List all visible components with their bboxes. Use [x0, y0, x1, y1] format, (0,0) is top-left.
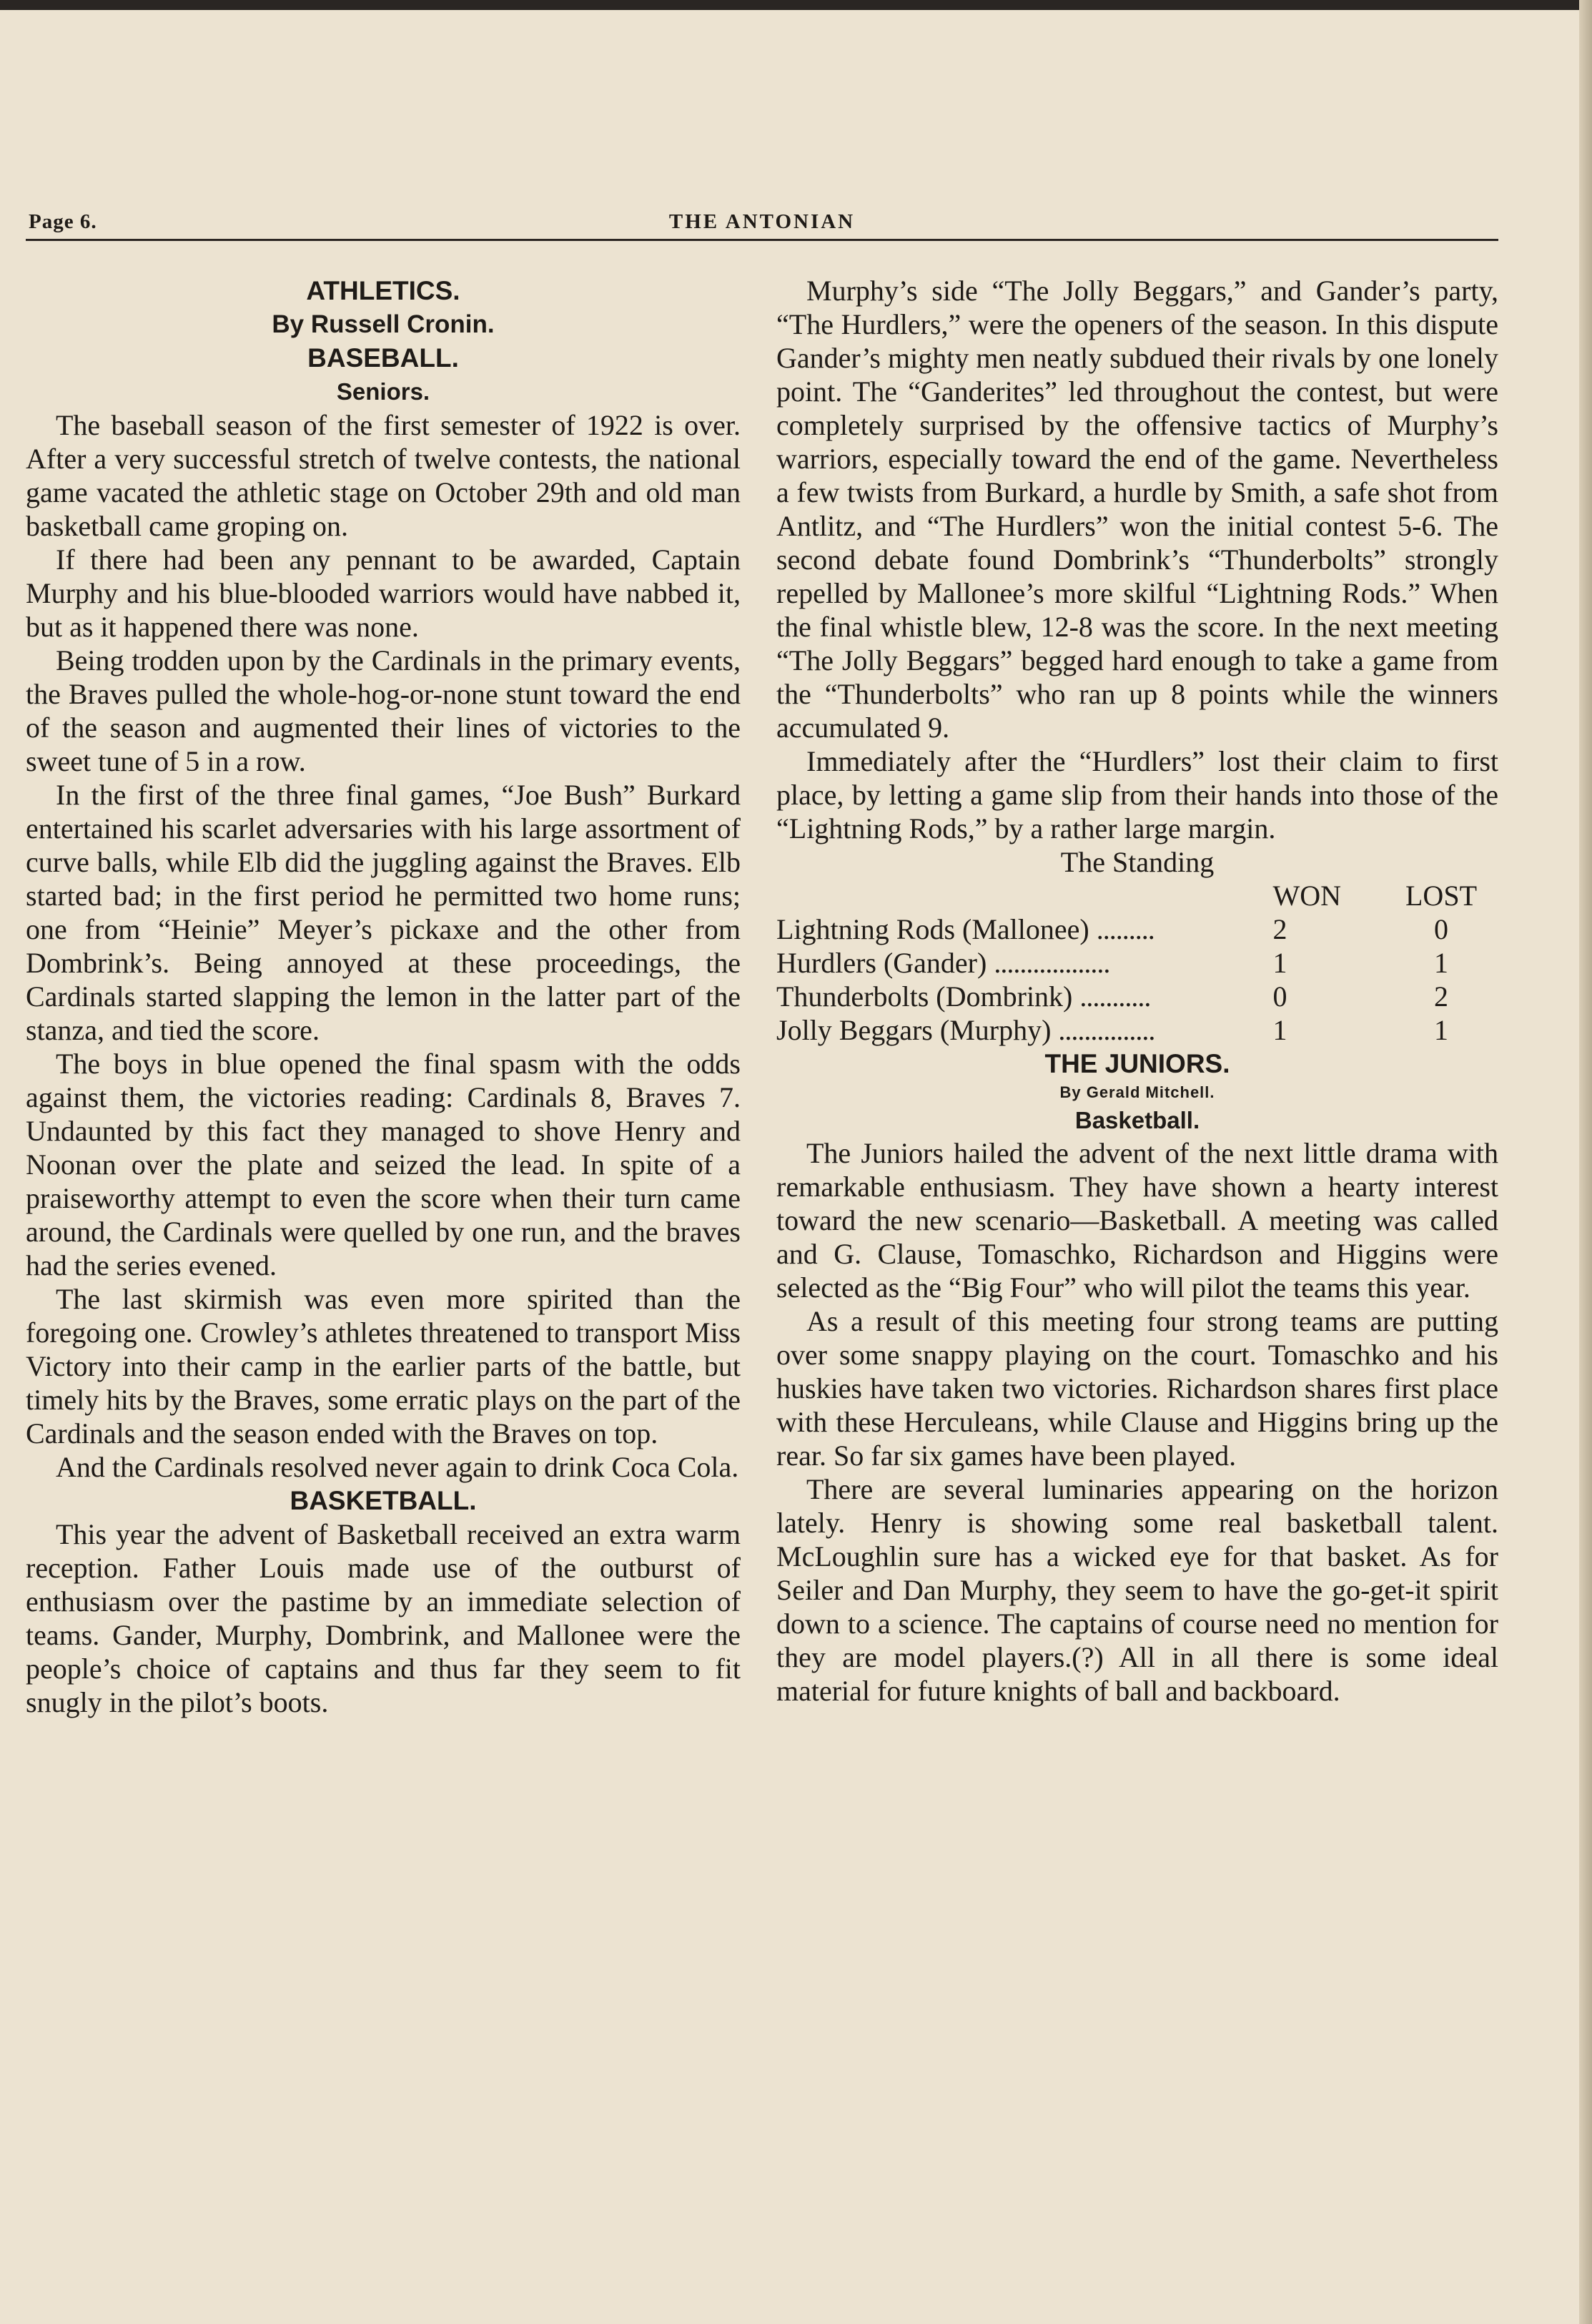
- paragraph: The Juniors hailed the advent of the next little drama with remarkable enthusiasm. They have shown a hearty interest toward the new scenario—Basketball. A meeting was called and G. Clause, Tomaschko, Richardson and Higgins were selected as the “Big Four” who will pilot the teams this year.: [776, 1137, 1498, 1304]
- team-name: Jolly Beggars (Murphy): [776, 1014, 1052, 1046]
- table-row: [776, 946, 1498, 980]
- won-cell: 2: [1272, 913, 1287, 945]
- dot-leader: ...........: [1079, 980, 1151, 1013]
- dot-leader: ...............: [1058, 1014, 1155, 1046]
- page-header: [26, 207, 1498, 241]
- baseball-heading: BASEBALL.: [307, 343, 459, 373]
- paragraph: Being trodden upon by the Cardinals in the primary events, the Braves pulled the whole-hog-or-none stunt toward the end of the season and augmented their lines of victories to the sweet tune of 5 in a row.: [26, 644, 741, 777]
- team-name: Hurdlers (Gander): [776, 947, 987, 979]
- lost-cell: 1: [1434, 947, 1448, 979]
- standing-table: [776, 879, 1498, 1047]
- lost-cell: 1: [1434, 1014, 1448, 1046]
- juniors-byline: By Gerald Mitchell.: [1059, 1083, 1215, 1101]
- paragraph: There are several luminaries appearing on the horizon lately. Henry is showing some real basketball talent. McLoughlin sure has a wicked eye for that basket. As for Seiler and Dan Murphy, they seem to have the go-get-it spirit down to a science. The captains of course need no mention for they are model players.(?) All in all there is some ideal material for future knights of ball and backboard.: [776, 1473, 1498, 1707]
- paragraph: The boys in blue opened the final spasm with the odds against them, the victories reading: Cardinals 8, Braves 7. Undaunted by this fact they managed to shove Henry and Noonan over the plate and seized the lead. In spite of a praiseworthy attempt to even the score when their turn came around, the Cardinals were quelled by one run, and the braves had the series evened.: [26, 1048, 741, 1281]
- juniors-basketball-subheading: Basketball.: [1074, 1107, 1200, 1133]
- dot-leader: .........: [1096, 913, 1155, 945]
- table-row: [776, 1013, 1498, 1047]
- won-cell: 1: [1272, 1014, 1287, 1046]
- paragraph: And the Cardinals resolved never again to drink Coca Cola.: [56, 1451, 739, 1483]
- paragraph: Murphy’s side “The Jolly Beggars,” and Gander’s party, “The Hurdlers,” were the openers of the season. In this dispute Gander’s mighty men neatly subdued their rivals by one lonely point. The “Ganderites” led throughout the contest, but were completely surprised by the offensive tactics of Murphy’s warriors, especially toward the end of the game. Nevertheless a few twists from Burkard, a hurdle by Smith, a safe shot from Antlitz, and “The Hurdlers” won the initial contest 5-6. The second debate found Dombrink’s “Thunderbolts” strongly repelled by Mallonee’s more skilful “Lightning Rods.” When the final whistle blew, 12-8 was the score. In the next meeting “The Jolly Beggars” begged hard enough to take a game from the “Thunderbolts” who ran up 8 points while the winners accumulated 9.: [776, 275, 1498, 744]
- juniors-heading: THE JUNIORS.: [1044, 1049, 1230, 1078]
- dot-leader: ..................: [994, 947, 1110, 979]
- byline: By Russell Cronin.: [272, 310, 495, 338]
- team-name: Lightning Rods (Mallonee): [776, 913, 1089, 945]
- won-header: WON: [1272, 880, 1341, 912]
- right-column: [776, 274, 1498, 1708]
- lost-cell: 0: [1434, 913, 1448, 945]
- standing-header-row: [776, 879, 1498, 912]
- table-row: [776, 912, 1498, 946]
- publication-title: THE ANTONIAN: [668, 210, 856, 233]
- basketball-heading: BASKETBALL.: [290, 1486, 477, 1515]
- team-name: Thunderbolts (Dombrink): [776, 980, 1073, 1013]
- seniors-subheading: Seniors.: [336, 378, 430, 405]
- lost-header: LOST: [1405, 880, 1477, 912]
- page-number: Page 6.: [29, 210, 97, 233]
- paragraph: Immediately after the “Hurdlers” lost their claim to first place, by letting a game slip from their hands into those of the “Lightning Rods,” by a rather large margin.: [776, 745, 1498, 845]
- left-column: [26, 274, 741, 1719]
- paragraph: The baseball season of the first semester of 1922 is over. After a very successful stretch of twelve contests, the national game vacated the athletic stage on October 29th and old man basketball came groping on.: [26, 409, 741, 542]
- paragraph: As a result of this meeting four strong teams are putting over some snappy playing on the court. Tomaschko and his huskies have taken two victories. Richardson shares first place with these Herculeans, while Clause and Higgins bring up the rear. So far six games have been played.: [776, 1305, 1498, 1472]
- athletics-heading: ATHLETICS.: [306, 276, 460, 305]
- standing-title: The Standing: [1060, 846, 1215, 878]
- table-row: [776, 980, 1498, 1013]
- paragraph: In the first of the three final games, “Joe Bush” Burkard entertained his scarlet adversaries with his large assortment of curve balls, while Elb did the juggling against the Braves. Elb started bad; in the first period he permitted two home runs; one from “Heinie” Meyer’s pickaxe and the other from Dombrink’s. Being annoyed at these proceedings, the Cardinals started slapping the lemon in the latter part of the stanza, and tied the score.: [26, 779, 741, 1046]
- paragraph: This year the advent of Basketball received an extra warm reception. Father Louis made use of the outburst of enthusiasm over the pastime by an immediate selection of teams. Gander, Murphy, Dombrink, and Mallonee were the people’s choice of captains and thus far they seem to fit snugly in the pilot’s boots.: [26, 1518, 741, 1718]
- won-cell: 1: [1272, 947, 1287, 979]
- top-edge: [0, 0, 1592, 10]
- page-edge: [1579, 0, 1592, 2324]
- paragraph: The last skirmish was even more spirited than the foregoing one. Crowley’s athletes threatened to transport Miss Victory into their camp in the earlier parts of the battle, but timely hits by the Braves, some erratic plays on the part of the Cardinals and the season ended with the Braves on top.: [26, 1283, 741, 1449]
- newspaper-page: [26, 207, 1498, 1718]
- paragraph: If there had been any pennant to be awarded, Captain Murphy and his blue-blooded warriors would have nabbed it, but as it happened there was none.: [26, 543, 741, 643]
- lost-cell: 2: [1434, 980, 1448, 1013]
- won-cell: 0: [1272, 980, 1287, 1013]
